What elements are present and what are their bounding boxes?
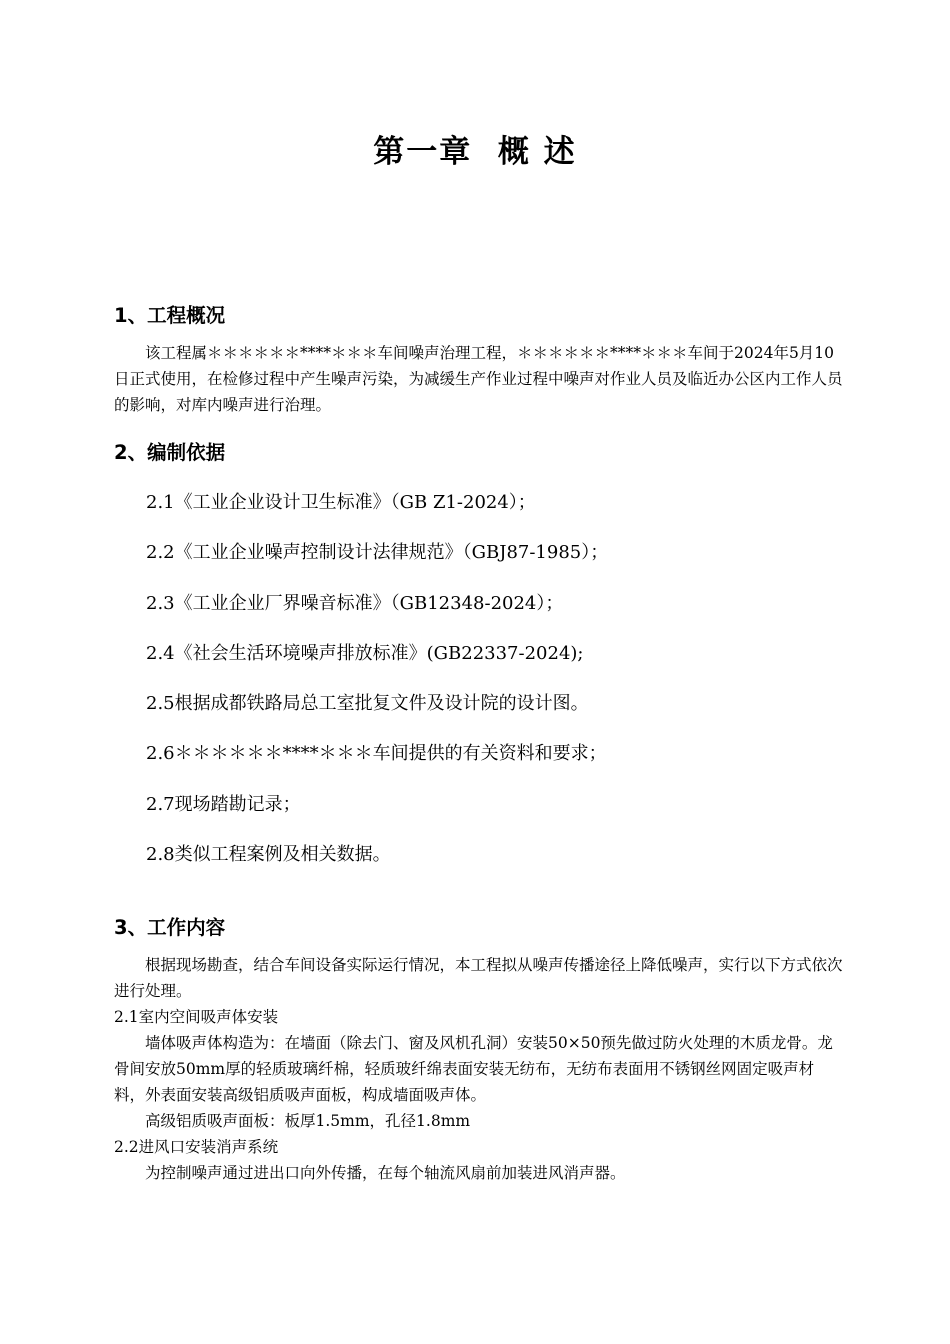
overview-paragraph: 该工程属＊＊＊＊＊＊****＊＊＊车间噪声治理工程，＊＊＊＊＊＊****＊＊＊车间于2024年5月10日正式使用，在检修过程中产生噪声污染，为减缓生产作业过程中噪声对作业人员及临近办公区内工作人员的影响，对库内噪声进行治理。 [114,344,843,414]
basis-item: 2.4《社会生活环境噪声排放标准》(GB22337-2024); [146,642,584,664]
chapter-title: 第一章 概 述 [373,134,577,170]
section-heading-overview: 1、工程概况 [114,304,226,327]
overview-body [114,340,844,418]
basis-list [146,488,846,890]
basis-item: 2.6＊＊＊＊＊＊****＊＊＊车间提供的有关资料和要求； [146,743,607,765]
work-paragraph: 墙体吸声体构造为：在墙面（除去门、窗及风机孔洞）安装50×50预先做过防火处理的木质龙骨。龙骨间安放50mm厚的轻质玻璃纤棉，轻质玻纤绵表面安装无纺布，无纺布表面用不锈钢丝网固定吸声材料，外表面安装高级铝质吸声面板，构成墙面吸声体。 [114,1034,833,1104]
work-intro: 根据现场勘查，结合车间设备实际运行情况，本工程拟从噪声传播途径上降低噪声，实行以下方式依次进行处理。 [114,956,843,1000]
section-heading-basis: 2、编制依据 [114,441,226,464]
work-subsection-title: 2.1室内空间吸声体安装 [114,1008,279,1026]
basis-item: 2.8类似工程案例及相关数据。 [146,844,391,866]
section-heading-work: 3、工作内容 [114,916,226,939]
work-paragraph: 高级铝质吸声面板：板厚1.5mm，孔径1.8mm [145,1112,471,1130]
basis-item: 2.5根据成都铁路局总工室批复文件及设计院的设计图。 [146,693,589,715]
basis-item: 2.7现场踏勘记录； [146,793,301,815]
basis-item: 2.1《工业企业设计卫生标准》（GB Z1-2024）； [146,492,536,513]
work-body [114,952,844,1186]
work-subsection-title: 2.2进风口安装消声系统 [114,1138,279,1156]
basis-item: 2.3《工业企业厂界噪音标准》（GB12348-2024）； [146,592,564,614]
work-paragraph: 为控制噪声通过进出口向外传播，在每个轴流风扇前加装进风消声器。 [145,1164,626,1182]
basis-item: 2.2《工业企业噪声控制设计法律规范》（GBJ87-1985）； [146,542,609,564]
